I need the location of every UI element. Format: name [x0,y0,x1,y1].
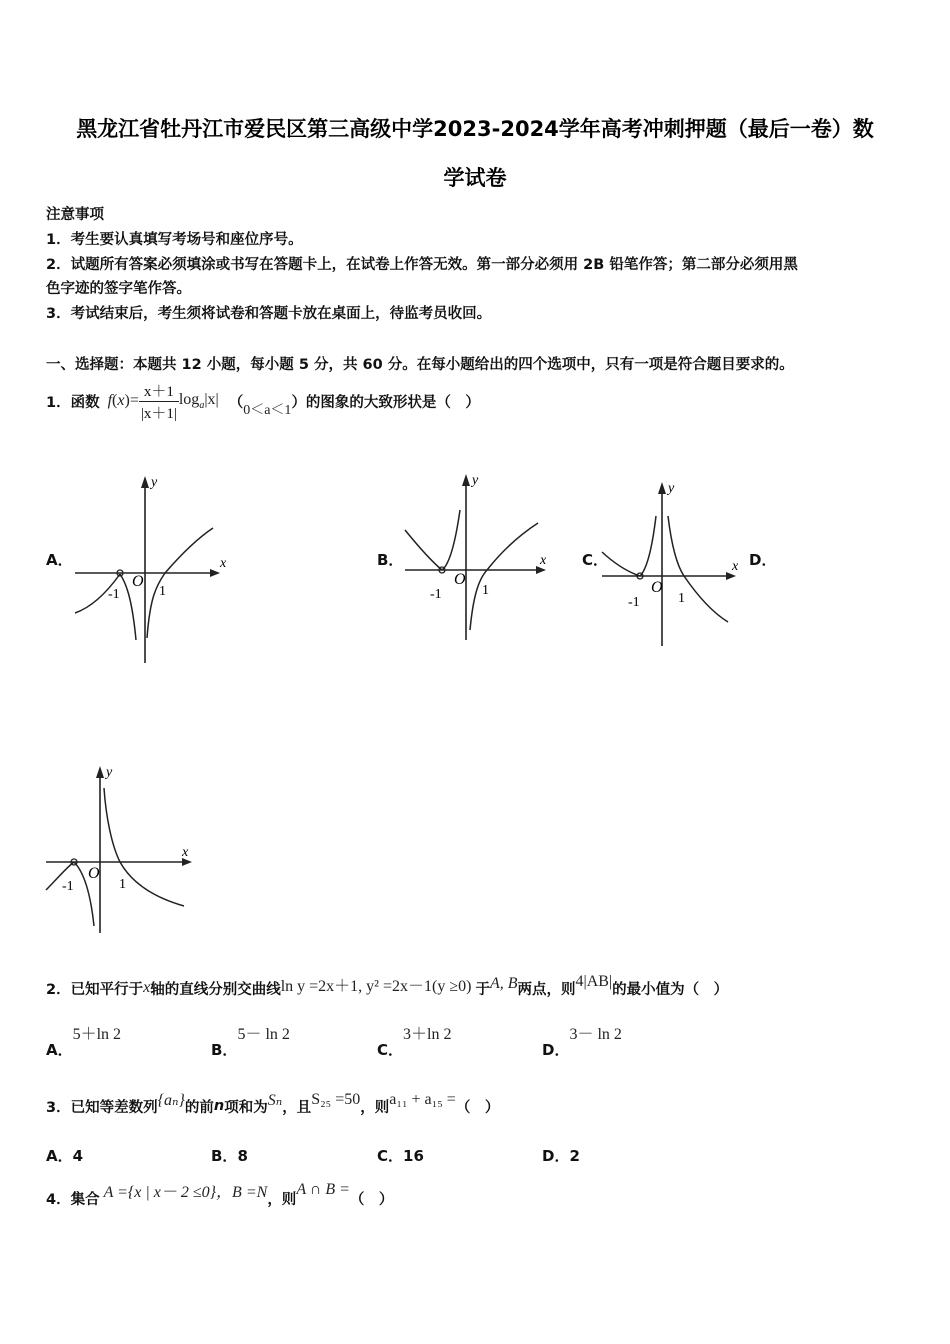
q1-graph-b [400,468,555,643]
q2-expr: 4|AB| [575,973,613,990]
q3-mid: 的前 [184,1099,214,1116]
q2-option-d[interactable]: D． 3－ ln 2 [542,1026,622,1059]
q1-fraction [139,380,179,423]
q2-option-c[interactable]: C． 3＋ln 2 [377,1026,452,1059]
q2-option-a[interactable]: A． 5＋ln 2 [46,1026,122,1059]
q1-condition: 0＜a＜1 [243,403,292,418]
curve-left [405,530,442,570]
question-1 [46,376,480,426]
tick-neg1: -1 [628,595,640,610]
q3-sn: Sₙ [267,1092,283,1109]
tick-1: 1 [119,877,126,892]
origin-label: O [88,865,100,882]
curve-right [147,528,213,638]
curve-left [602,552,640,576]
q3-option-d[interactable]: D．2 [542,1147,580,1165]
q1-graph-c [600,476,745,651]
y-axis-arrow-icon [141,476,149,488]
q1-numerator: x＋1 [139,380,179,402]
q1-option-b-label: B． [377,551,404,569]
tick-neg1: -1 [108,587,120,602]
q1-graph-d [44,758,199,938]
y-label: y [472,473,479,488]
q3-mid3: ，且 [282,1099,312,1116]
q1-function: f(x)= [107,392,139,409]
q3-prefix: 3．已知等差数列 [46,1099,158,1116]
q2-mid3: 两点，则 [517,981,576,998]
tick-1: 1 [159,584,166,599]
q1-option-d-label: D． [749,551,777,569]
q4-expr: A ∩ B = [296,1181,350,1198]
x-label: x [182,845,189,860]
x-label: x [220,556,227,571]
q2-points: A, B [489,975,518,992]
notice-item-2-cont: 色字迹的签字笔作答。 [46,281,191,297]
y-axis-arrow-icon [462,474,470,486]
q1-option-c-label: C． [582,551,609,569]
q3-mid2: 项和为 [224,1099,268,1116]
q1-denominator: |x＋1| [140,405,177,422]
page-title-line1: 黑龙江省牡丹江市爱民区第三高级中学2023-2024学年高考冲刺押题（最后一卷）数 [76,117,874,141]
x-axis-arrow-icon [210,569,220,577]
tick-neg1: -1 [62,879,74,894]
q2-mid: 轴的直线分别交曲线 [150,981,281,998]
q2-suffix: 的最小值为（ ） [612,981,729,998]
q1-log: $\log_a|x|$ [178,390,219,412]
origin-label: O [132,573,144,590]
x-label: x [732,559,739,574]
origin-label: O [651,579,663,596]
y-axis-arrow-icon [96,766,104,778]
q3-n: n [213,1098,225,1114]
question-2 [46,970,728,1006]
q3-suffix: （ ） [455,1099,500,1116]
tick-neg1: -1 [430,587,442,602]
q2-mid2: 于 [475,981,490,998]
question-4 [46,1180,393,1216]
question-3 [46,1088,499,1124]
curve-left-inner [442,510,460,570]
x-label: x [540,553,547,568]
notice-item-2: 2．试题所有答案必须填涂或书写在答题卡上，在试卷上作答无效。第一部分必须用 2B 铅笔作答；第二部分必须用黑 [46,257,798,273]
q2-curve: ln y =2x＋1, y² =2x－1(y ≥0) [280,977,472,995]
q3-expr: a₁₁ + a₁₅ = [389,1091,456,1108]
q2-option-b[interactable]: B． 5－ ln 2 [211,1026,290,1059]
q2-options [46,1024,906,1064]
curve-right [470,523,538,630]
tick-1: 1 [482,583,489,598]
notice-item-1: 1．考生要认真填写考场号和座位序号。 [46,232,303,248]
y-label: y [668,481,675,496]
q1-graph-a [70,468,230,668]
curve-right [668,516,728,622]
notice-heading: 注意事项 [46,207,104,223]
y-label: y [106,765,113,780]
q3-option-c[interactable]: C．16 [377,1147,424,1165]
q1-suffix: ）的图象的大致形状是（ ） [291,394,480,411]
q4-mid: ，则 [267,1191,297,1208]
q1-option-a-label: A． [46,551,73,569]
curve-right [104,788,184,906]
q3-option-a[interactable]: A．4 [46,1147,84,1165]
q3-condition: S₂₅ =50 [311,1091,361,1108]
q1-paren-open: （ [228,394,244,411]
curve-left-inner [640,516,656,576]
y-label: y [151,475,158,490]
notice-item-3: 3．考试结束后，考生须将试卷和答题卡放在桌面上，待监考员收回。 [46,306,492,322]
origin-label: O [454,571,466,588]
section-heading: 一、选择题：本题共 12 小题，每小题 5 分，共 60 分。在每小题给出的四个选项中，只有一项是符合题目要求的。 [46,357,794,373]
y-axis-arrow-icon [658,482,666,494]
q4-prefix: 4．集合 [46,1191,100,1208]
q3-option-b[interactable]: B．8 [211,1147,248,1165]
q3-mid4: ，则 [360,1099,390,1116]
q4-suffix: （ ） [349,1191,394,1208]
q3-sequence: {aₙ} [157,1092,185,1109]
q2-prefix: 2．已知平行于 [46,981,144,998]
tick-1: 1 [678,591,685,606]
q2-var-x: x [143,979,151,996]
q4-set: A ={x | x－ 2 ≤0}，B =N [103,1183,268,1201]
q1-prefix: 1．函数 [46,394,100,411]
page-title-line2: 学试卷 [443,166,507,190]
